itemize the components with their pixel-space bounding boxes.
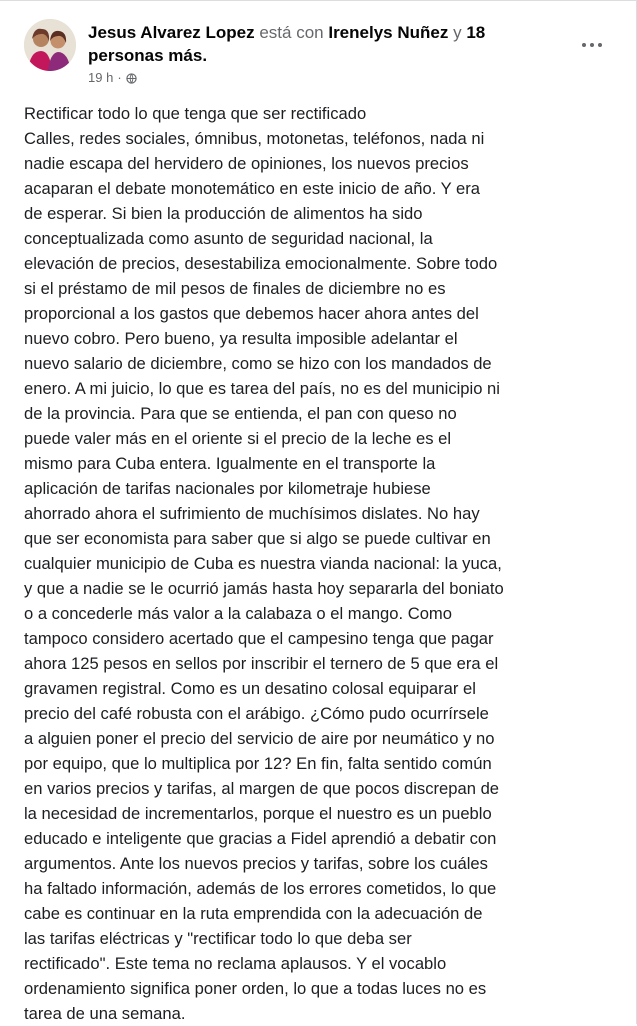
post-body-line: ordenamiento significa poner orden, lo que a todas luces no es: [24, 979, 487, 998]
post-meta: [88, 70, 137, 85]
post-body-line: rectificado". Este tema no reclama aplausos. Y el vocablo: [24, 954, 447, 973]
post-body-line: gravamen registral. Como es un desatino colosal equiparar el: [24, 679, 476, 698]
others-link[interactable]: 18 personas más: [88, 23, 486, 65]
post-body-line: de la provincia. Para que se entienda, el pan con queso no: [24, 404, 457, 423]
post-body-line: educado e inteligente que gracias a Fidel aprendió a debatir con: [24, 829, 497, 848]
more-options-icon: [582, 43, 586, 47]
post-body-line: tarea de una semana.: [24, 1004, 186, 1023]
post-body-line: aplicación de tarifas nacionales por kilometraje hubiese: [24, 479, 431, 498]
author-name-link[interactable]: Jesus Alvarez Lopez: [88, 23, 255, 42]
post-body-line: o a concederle más valor a la calabaza o el mango. Como: [24, 604, 452, 623]
post-header: [24, 15, 624, 95]
post-body-line: argumentos. Ante los nuevos precios y tarifas, sobre los cuáles: [24, 854, 488, 873]
post-body-text: [24, 101, 624, 1026]
post-body-line: nuevo salario de diciembre, como se hizo con los mandados de: [24, 354, 492, 373]
post-body-line: las tarifas eléctricas y "rectificar todo lo que deba ser: [24, 929, 412, 948]
post-body-line: ha faltado información, además de los errores cometidos, lo que: [24, 879, 497, 898]
post-body-line: la necesidad de incrementarlos, porque el nuestro es un pueblo: [24, 804, 492, 823]
post-body-line: y que a nadie se le ocurrió jamás hasta hoy separarla del boniato: [24, 579, 504, 598]
more-options-icon-dot: [598, 43, 602, 47]
more-options-icon-dot: [590, 43, 594, 47]
post-body-line: proporcional a los gastos que debemos hacer ahora antes del: [24, 304, 479, 323]
post-body-line: elevación de precios, desestabiliza emocionalmente. Sobre todo: [24, 254, 498, 273]
post-body-line: precio del café robusta con el arábigo. ¿Cómo pudo ocurrírsele: [24, 704, 489, 723]
post-body-line: nuevo cobro. Pero bueno, ya resulta imposible adelantar el: [24, 329, 458, 348]
post-body-line: tampoco considero acertado que el campesino tenga que pagar: [24, 629, 494, 648]
meta-separator: ·: [117, 70, 122, 85]
post-body-line: nadie escapa del hervidero de opiniones, los nuevos precios: [24, 154, 469, 173]
post-body-line: cualquier municipio de Cuba es nuestra vianda nacional: la yuca,: [24, 554, 502, 573]
post-body-line: ahora 125 pesos en sellos por inscribir el ternero de 5 que era el: [24, 654, 499, 673]
post-body-line: a alguien poner el precio del servicio de aire por neumático y no: [24, 729, 495, 748]
avatar[interactable]: [24, 19, 76, 71]
post-body-line: que ser economista para saber que si algo se puede cultivar en: [24, 529, 491, 548]
and-text: y: [453, 23, 462, 42]
post-body-line: si el préstamo de mil pesos de finales de diciembre no es: [24, 279, 446, 298]
globe-icon[interactable]: [126, 72, 137, 83]
post-body-line: conceptualizada como asunto de seguridad nacional, la: [24, 229, 433, 248]
post-body-line: puede valer más en el oriente si el precio de la leche es el: [24, 429, 452, 448]
post-author-line: [88, 21, 558, 67]
tagged-person-link[interactable]: Irenelys Nuñez: [328, 23, 449, 42]
more-options-button[interactable]: [574, 33, 610, 57]
post-body-line: de esperar. Si bien la producción de alimentos ha sido: [24, 204, 423, 223]
period-text: .: [202, 46, 208, 65]
post-body-line: enero. A mi juicio, lo que es tarea del país, no es del municipio ni: [24, 379, 500, 398]
avatar-photo-icon: [24, 19, 76, 71]
post-body-line: Calles, redes sociales, ómnibus, motonetas, teléfonos, nada ni: [24, 129, 485, 148]
post-body-line: por equipo, que lo multiplica por 12? En fin, falta sentido común: [24, 754, 492, 773]
post-body-line: Rectificar todo lo que tenga que ser rectificado: [24, 104, 367, 123]
post-body-line: acaparan el debate monotemático en este inicio de año. Y era: [24, 179, 481, 198]
post-body-line: ahorrado ahora el sufrimiento de muchísimos dislates. No hay: [24, 504, 480, 523]
post-body-line: mismo para Cuba entera. Igualmente en el transporte la: [24, 454, 436, 473]
post-body-line: cabe es continuar en la ruta emprendida con la adecuación de: [24, 904, 483, 923]
with-text: está con: [259, 23, 324, 42]
post-time-link[interactable]: 19 h: [88, 70, 114, 85]
post-body-line: en varios precios y tarifas, al margen de que pocos discrepan de: [24, 779, 500, 798]
